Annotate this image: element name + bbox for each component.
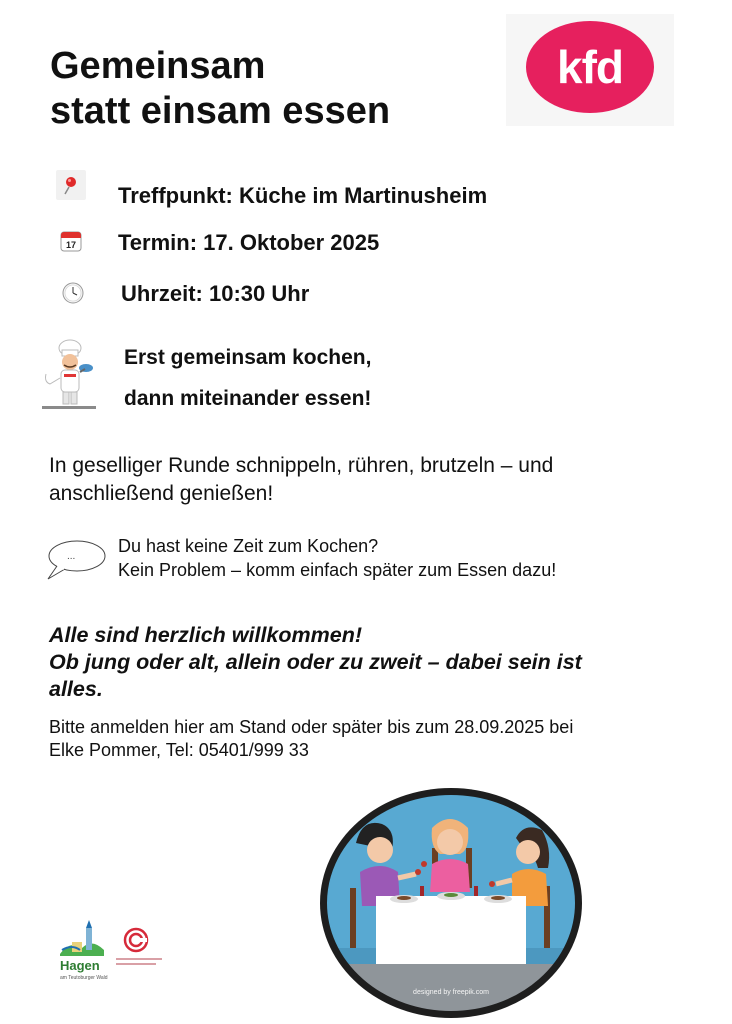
description: [49, 452, 553, 508]
title-line-2: statt einsam essen: [50, 90, 391, 132]
title-line-1: Gemeinsam: [50, 45, 266, 87]
dinner-illustration: [320, 788, 582, 1018]
description-line-2: anschließend genießen!: [49, 482, 274, 505]
calendar-day: 17: [65, 240, 77, 250]
note-line-1: Du hast keine Zeit zum Kochen?: [118, 536, 379, 556]
slogan-line-2: dann miteinander essen!: [124, 387, 372, 410]
welcome-line-2: Ob jung oder alt, allein oder zu zweit – dabei sein ist: [49, 650, 582, 674]
welcome-line-3: alles.: [49, 677, 103, 701]
slogan-line-1: Erst gemeinsam kochen,: [124, 346, 372, 369]
welcome-line-1: Alle sind herzlich willkommen!: [49, 623, 363, 647]
hagen-subtitle: am Teutoburger Wald: [60, 975, 108, 981]
date-text: Termin: 17. Oktober 2025: [118, 230, 380, 255]
calendar-icon: [60, 230, 82, 252]
registration-text: [49, 716, 573, 762]
partner-logo: [116, 926, 168, 972]
bubble-dots: ...: [67, 551, 76, 562]
hagen-name: Hagen: [60, 958, 100, 973]
hagen-logo: [56, 920, 108, 982]
registration-line-2: Elke Pommer, Tel: 05401/999 33: [49, 740, 309, 760]
time-text: Uhrzeit: 10:30 Uhr: [121, 281, 310, 306]
pin-icon: [56, 170, 86, 200]
meeting-point-text: Treffpunkt: Küche im Martinusheim: [118, 183, 488, 208]
page-title: [50, 44, 390, 134]
kfd-logo: kfd: [526, 21, 654, 113]
registration-line-1: Bitte anmelden hier am Stand oder später bis zum 28.09.2025 bei: [49, 717, 574, 737]
speech-bubble-icon: [45, 538, 107, 582]
description-line-1: In geselliger Runde schnippeln, rühren, brutzeln – und: [49, 454, 554, 477]
welcome-text: [49, 622, 582, 703]
note-line-2: Kein Problem – komm einfach später zum Essen dazu!: [118, 560, 557, 580]
chef-icon: [40, 338, 98, 414]
clock-icon: [62, 282, 84, 304]
illustration-credit: designed by freepik.com: [413, 989, 489, 996]
